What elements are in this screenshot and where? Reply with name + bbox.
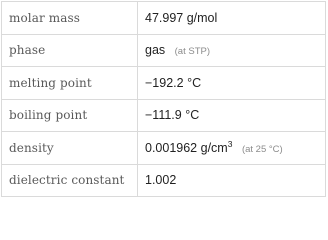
property-value: −192.2 xyxy=(145,75,184,90)
property-value: 1.002 xyxy=(145,173,177,188)
property-value: gas xyxy=(145,43,166,58)
table-row-boiling-point xyxy=(2,99,326,132)
property-qualifier: (at 25 °C) xyxy=(241,143,283,155)
property-value: 47.997 xyxy=(145,10,184,25)
table-row-molar-mass xyxy=(2,2,326,35)
table-row-melting-point xyxy=(2,67,326,100)
property-unit: g/mol xyxy=(186,10,218,25)
property-unit-base: g/cm xyxy=(200,140,228,155)
property-value-cell xyxy=(138,34,326,67)
property-unit: °C xyxy=(185,108,200,123)
table-row-phase xyxy=(2,34,326,67)
property-label: molar mass xyxy=(2,2,138,35)
property-unit xyxy=(200,138,233,155)
table-row-density xyxy=(2,132,326,165)
property-unit-power: 3 xyxy=(227,138,233,149)
table-row-dielectric-constant xyxy=(2,164,326,197)
property-label: melting point xyxy=(2,67,138,100)
property-label: dielectric constant xyxy=(2,164,138,197)
property-value: −111.9 xyxy=(145,108,182,123)
property-value: 0.001962 xyxy=(145,140,198,155)
property-unit: °C xyxy=(187,75,202,90)
property-label: density xyxy=(2,132,138,165)
properties-table xyxy=(1,1,326,197)
property-label: boiling point xyxy=(2,99,138,132)
property-value-cell xyxy=(138,99,326,132)
property-value-cell xyxy=(138,2,326,35)
property-label: phase xyxy=(2,34,138,67)
property-value-cell xyxy=(138,132,326,165)
property-qualifier: (at STP) xyxy=(174,46,211,58)
property-value-cell xyxy=(138,67,326,100)
property-value-cell xyxy=(138,164,326,197)
